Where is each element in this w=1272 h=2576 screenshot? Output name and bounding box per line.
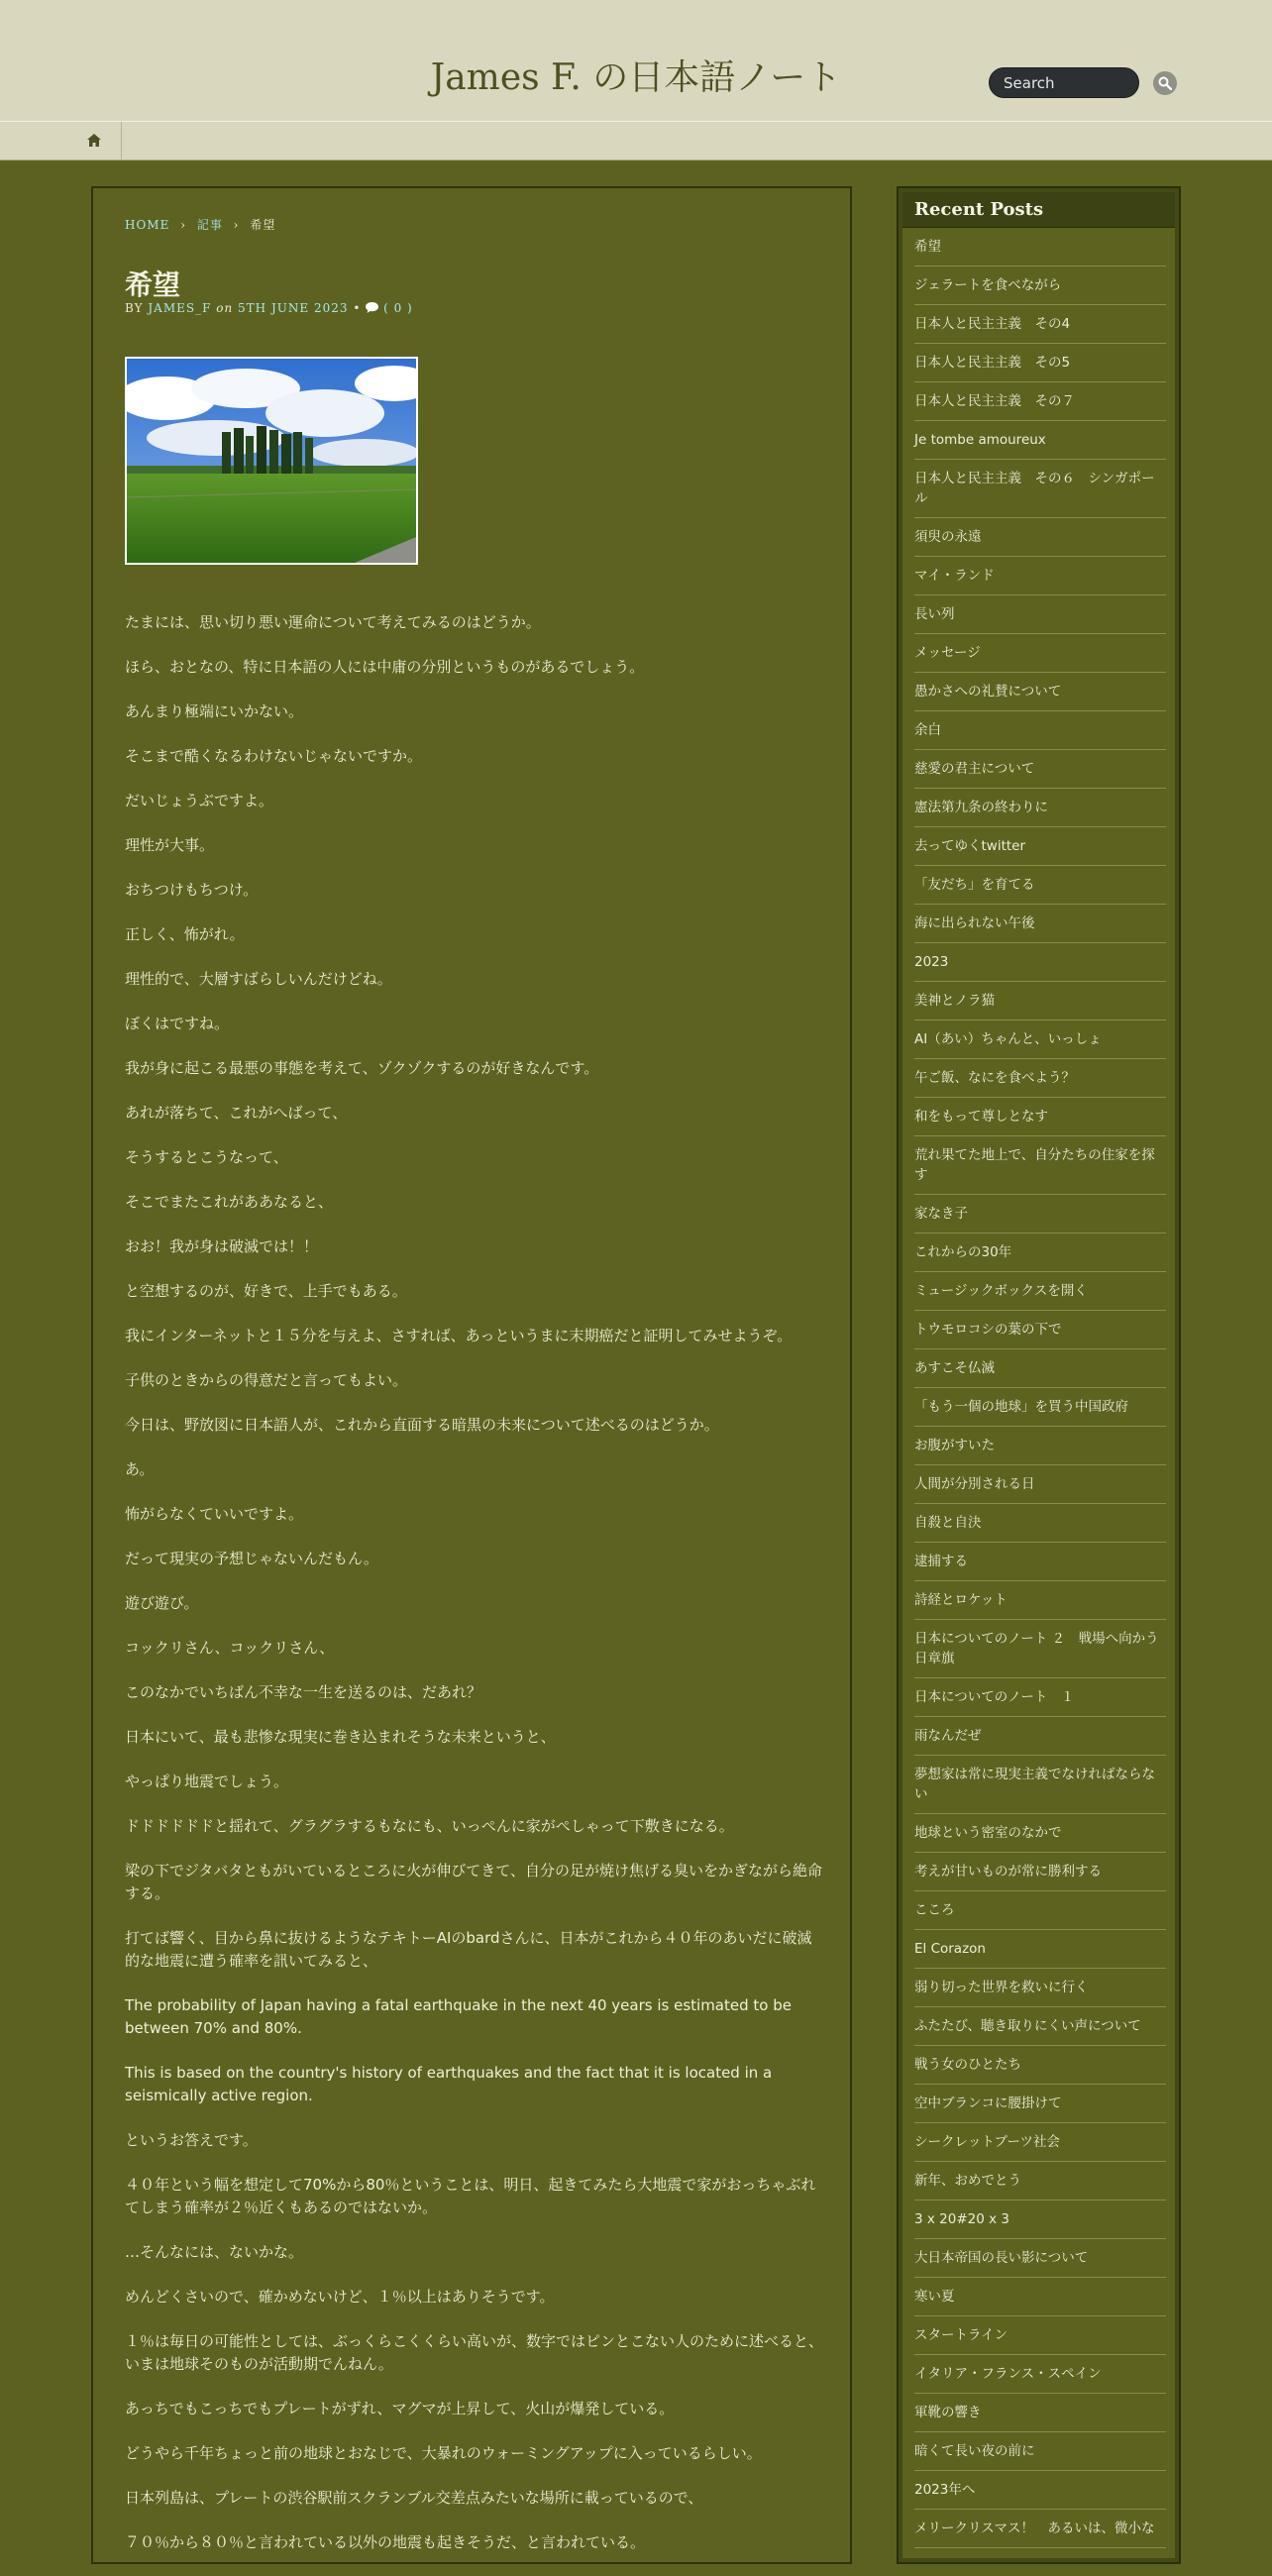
post-paragraph: 梁の下でジタバタともがいているところに火が伸びてきて、自分の足が焼け焦げる臭いをかぎながら絶命する。 (125, 1862, 822, 1902)
post-paragraph: たまには、思い切り悪い運命について考えてみるのはどうか。 (125, 613, 541, 631)
post-paragraph: …そんなには、ないかな。 (125, 2243, 304, 2261)
recent-post-link[interactable]: 空中ブランコに腰掛けて (914, 2085, 1166, 2123)
breadcrumb-category-link[interactable]: 記事 (196, 218, 223, 232)
recent-post-link[interactable]: 海に出られない午後 (914, 905, 1166, 943)
recent-post-link[interactable]: 日本人と民主主義 その７ (914, 382, 1166, 421)
recent-post-link[interactable]: メリークリスマス！ あるいは、微小な (914, 2510, 1166, 2548)
post-paragraph: コックリさん、コックリさん、 (125, 1639, 335, 1657)
recent-post-link[interactable]: シークレットブーツ社会 (914, 2123, 1166, 2162)
post-paragraph: そこでまたこれがああなると、 (125, 1193, 334, 1211)
post-paragraph: めんどくさいので、確かめないけど、１％以上はありそうです。 (125, 2288, 555, 2306)
recent-post-link[interactable]: 大日本帝国の長い影について (914, 2239, 1166, 2278)
recent-post-link[interactable]: 戦う女のひとたち (914, 2046, 1166, 2085)
recent-post-link[interactable]: 美神とノラ猫 (914, 982, 1166, 1020)
post-meta-by: BY (125, 301, 144, 315)
recent-post-link[interactable]: 「もう一個の地球」を買う中国政府 (914, 1388, 1166, 1427)
recent-post-link[interactable]: これからの30年 (914, 1234, 1166, 1272)
comment-icon (366, 302, 378, 313)
search-icon (1158, 76, 1172, 90)
post-paragraph: 今日は、野放図に日本語人が、これから直面する暗黒の未来について述べるのはどうか。 (125, 1416, 719, 1434)
recent-post-link[interactable]: ふたたび、聴き取りにくい声について (914, 2007, 1166, 2046)
post-paragraph: This is based on the country's history of earthquakes and the fact that it is located in a seismically active region. (125, 2064, 773, 2104)
recent-post-link[interactable]: 憲法第九条の終わりに (914, 789, 1166, 827)
recent-post-link[interactable]: 午ご飯、なにを食べよう？ (914, 1059, 1166, 1098)
post-paragraph: 我にインターネットと１５分を与えよ、さすれば、あっというまに末期癌だと証明してみせようぞ。 (125, 1327, 793, 1344)
recent-post-link[interactable]: 弱り切った世界を救いに行く (914, 1969, 1166, 2007)
recent-post-link[interactable]: 2023 (914, 943, 1166, 982)
post-paragraph: やっぱり地震でしょう。 (125, 1772, 289, 1790)
post-paragraph: おお！我が身は破滅では！！ (125, 1237, 319, 1255)
post-meta-on: on (216, 301, 234, 315)
recent-post-link[interactable]: 日本についてのノート １ (914, 1678, 1166, 1717)
search-button[interactable] (1153, 71, 1177, 95)
recent-post-link[interactable]: 日本人と民主主義 その5 (914, 344, 1166, 382)
main-content (91, 186, 852, 2564)
recent-post-link[interactable]: 荒れ果てた地上で、自分たちの住家を探す (914, 1136, 1166, 1195)
recent-post-link[interactable]: ジェラートを食べながら (914, 267, 1166, 305)
recent-post-link[interactable]: マイ・ランド (914, 557, 1166, 595)
recent-post-link[interactable]: 希望 (914, 228, 1166, 267)
post-paragraph: あ。 (125, 1460, 155, 1478)
site-title[interactable]: James F. の日本語ノート (430, 57, 842, 98)
recent-post-link[interactable]: 自殺と自決 (914, 1504, 1166, 1543)
recent-post-link[interactable]: 長い列 (914, 595, 1166, 634)
post-paragraph: あっちでもこっちでもプレートがずれ、マグマが上昇して、火山が爆発している。 (125, 2400, 675, 2417)
recent-post-link[interactable]: あすこそ仏滅 (914, 1349, 1166, 1388)
post-paragraph: というお答えです。 (125, 2131, 258, 2149)
sidebar (897, 186, 1181, 2564)
recent-post-link[interactable]: ミュージックボックスを開く (914, 1272, 1166, 1311)
recent-post-link[interactable]: 詩経とロケット (914, 1581, 1166, 1620)
recent-post-link[interactable]: 2023年へ (914, 2471, 1166, 2510)
recent-post-link[interactable]: 慈愛の君主について (914, 750, 1166, 789)
recent-post-link[interactable]: 雨なんだぜ (914, 1717, 1166, 1756)
post-paragraph: どうやら千年ちょっと前の地球とおなじで、大暴れのウォーミングアップに入っているらしい。 (125, 2444, 762, 2462)
post-paragraph: 正しく、怖がれ。 (125, 925, 245, 943)
post-paragraph: そうするとこうなって、 (125, 1148, 288, 1166)
recent-post-link[interactable]: 「友だち」を育てる (914, 866, 1166, 905)
recent-post-link[interactable]: お腹がすいた (914, 1427, 1166, 1465)
recent-post-link[interactable]: 日本人と民主主義 その4 (914, 305, 1166, 344)
recent-post-link[interactable]: 新年、おめでとう (914, 2162, 1166, 2200)
post-paragraph: 子供のときからの得意だと言ってもよい。 (125, 1371, 408, 1389)
search-input[interactable]: Search (989, 67, 1139, 98)
post-paragraph: 打てば響く、目から鼻に抜けるようなテキトーAIのbardさんに、日本がこれから４０年のあいだに破滅的な地震に遭う確率を訊いてみると、 (125, 1929, 812, 1970)
recent-post-link[interactable]: 去ってゆくtwitter (914, 827, 1166, 866)
recent-post-link[interactable]: 愚かさへの礼賛について (914, 673, 1166, 711)
recent-post-link[interactable]: 地球という密室のなかで (914, 1814, 1166, 1853)
recent-post-link[interactable]: AI（あい）ちゃんと、いっしょ (914, 1020, 1166, 1059)
post-paragraph: ぼくはですね。 (125, 1015, 230, 1032)
post-paragraph: １％は毎日の可能性としては、ぶっくらこくくらい高いが、数字ではピンとこない人のために述べると、いまは地球そのものが活動期でんねん。 (125, 2332, 824, 2373)
post-body (125, 611, 826, 2576)
recent-post-link[interactable]: 軍靴の響き (914, 2394, 1166, 2432)
recent-post-link[interactable]: 寒い夏 (914, 2278, 1166, 2316)
home-nav-button[interactable] (77, 122, 122, 160)
post-paragraph: と空想するのが、好きで、上手でもある。 (125, 1282, 407, 1300)
breadcrumb-home-link[interactable]: HOME (125, 218, 170, 232)
recent-post-link[interactable]: 考えが甘いものが常に勝利する (914, 1853, 1166, 1891)
recent-post-link[interactable]: 日本人と民主主義 その６ シンガポール (914, 460, 1166, 518)
nav-bar (0, 121, 1272, 161)
recent-post-link[interactable]: 逮捕する (914, 1543, 1166, 1581)
breadcrumb (125, 216, 275, 233)
post-paragraph: あんまり極端にいかない。 (125, 702, 304, 720)
post-paragraph: おちつけもちつけ。 (125, 881, 259, 899)
post-paragraph: 日本列島は、プレートの渋谷駅前スクランブル交差点みたいな場所に載っているので、 (125, 2489, 703, 2507)
post-paragraph: ドドドドドドと揺れて、グラグラするもなにも、いっぺんに家がぺしゃって下敷きになる。 (125, 1817, 734, 1835)
recent-post-link[interactable]: トウモロコシの葉の下で (914, 1311, 1166, 1349)
recent-post-link[interactable]: メッセージ (914, 634, 1166, 673)
post-paragraph: あれが落ちて、これがへばって、 (125, 1104, 348, 1122)
recent-post-link[interactable]: 暗くて長い夜の前に (914, 2432, 1166, 2471)
site-header (0, 0, 1272, 122)
recent-post-link[interactable]: Je tombe amoureux (914, 421, 1166, 460)
post-paragraph: 怖がらなくていいですよ。 (125, 1505, 304, 1523)
post-paragraph: ほら、おとなの、特に日本語の人には中庸の分別というものがあるでしょう。 (125, 658, 645, 676)
recent-post-link[interactable]: El Corazon (914, 1930, 1166, 1969)
post-meta (125, 301, 413, 315)
post-paragraph: ７０％から８０％と言われている以外の地震も起きそうだ、と言われている。 (125, 2533, 646, 2551)
recent-post-link[interactable]: 夢想家は常に現実主義でなければならない (914, 1756, 1166, 1814)
breadcrumb-current: 希望 (250, 218, 276, 232)
post-paragraph: だいじょうぶですよ。 (125, 792, 274, 809)
comment-count-link[interactable]: ( 0 ) (383, 301, 413, 315)
landscape-image (127, 359, 416, 563)
recent-post-link[interactable]: 3 x 20#20 x 3 (914, 2200, 1166, 2239)
post-title: 希望 (125, 268, 181, 301)
recent-post-link[interactable]: 日本についてのノート ２ 戦場へ向かう日章旗 (914, 1620, 1166, 1678)
post-paragraph: そこまで酷くなるわけないじゃないですか。 (125, 747, 423, 765)
post-paragraph: 理性的で、大層すばらしいんだけどね。 (125, 970, 392, 988)
recent-post-link[interactable]: 須臾の永遠 (914, 518, 1166, 557)
home-icon (87, 134, 101, 147)
recent-post-link[interactable]: 余白 (914, 711, 1166, 750)
post-author-link[interactable]: JAMES_F (148, 301, 212, 315)
post-paragraph: 理性が大事。 (125, 836, 215, 854)
recent-post-link[interactable]: こころ (914, 1891, 1166, 1930)
post-image[interactable] (125, 357, 418, 565)
recent-post-link[interactable]: スタートライン (914, 2316, 1166, 2355)
recent-post-link[interactable]: 和をもって尊しとなす (914, 1098, 1166, 1136)
post-paragraph: だって現実の予想じゃないんだもん。 (125, 1550, 378, 1567)
post-date-link[interactable]: 5TH JUNE 2023 (238, 301, 349, 315)
post-meta-bullet: • (353, 301, 362, 315)
post-paragraph: The probability of Japan having a fatal earthquake in the next 40 years is estimated to be between 70% and 80%. (125, 1996, 792, 2037)
post-paragraph: このなかでいちばん不幸な一生を送るのは、だあれ？ (125, 1683, 482, 1701)
breadcrumb-separator: › (180, 218, 186, 232)
post-paragraph: 我が身に起こる最悪の事態を考えて、ゾクゾクするのが好きなんです。 (125, 1059, 599, 1077)
post-paragraph: 遊び遊び。 (125, 1594, 199, 1612)
recent-post-link[interactable]: イタリア・フランス・スペイン (914, 2355, 1166, 2394)
recent-posts-list (914, 228, 1166, 2548)
breadcrumb-separator: › (233, 218, 240, 232)
post-paragraph: 日本にいて、最も悲惨な現実に巻き込まれそうな未来というと、 (125, 1728, 556, 1746)
recent-post-link[interactable]: 人間が分別される日 (914, 1465, 1166, 1504)
post-paragraph: ４０年という幅を想定して70%から80％ということは、明日、起きてみたら大地震で家がおっちゃぶれてしまう確率が２％近くもあるのではないか。 (125, 2176, 816, 2216)
recent-post-link[interactable]: 家なき子 (914, 1195, 1166, 1234)
recent-posts-title: Recent Posts (902, 192, 1175, 228)
